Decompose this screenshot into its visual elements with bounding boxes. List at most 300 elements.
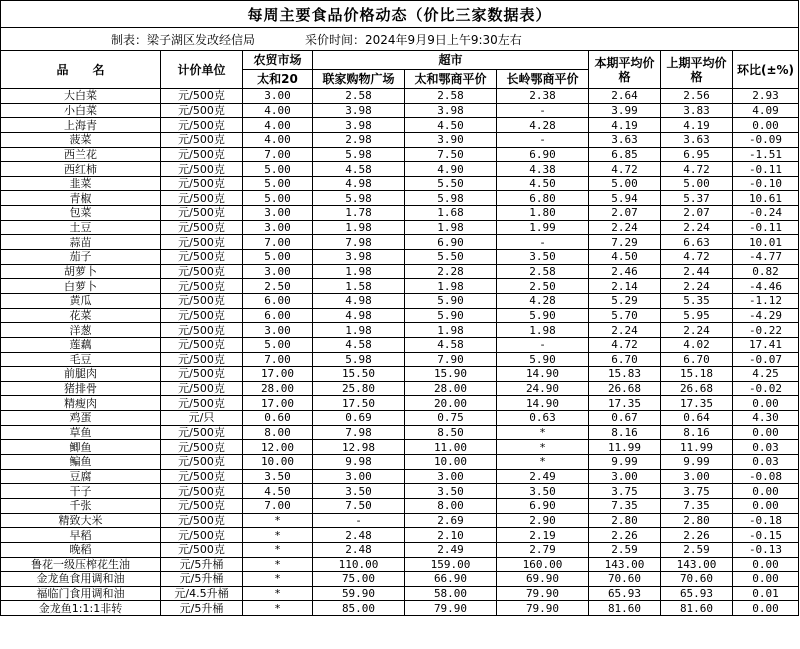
cell-name: 菠菜 <box>1 132 161 147</box>
cell-cur: 8.16 <box>589 425 661 440</box>
cell-farm: 5.00 <box>243 250 313 265</box>
cell-s1: 110.00 <box>313 557 405 572</box>
cell-s1: 2.98 <box>313 132 405 147</box>
table-row <box>1 118 799 133</box>
cell-cur: 2.26 <box>589 528 661 543</box>
cell-s2: 5.50 <box>405 176 497 191</box>
table-row <box>1 469 799 484</box>
cell-cur: 2.80 <box>589 513 661 528</box>
cell-name: 花菜 <box>1 308 161 323</box>
cell-name: 鲁花一级压榨花生油 <box>1 557 161 572</box>
cell-s3: - <box>497 337 589 352</box>
cell-unit: 元/5升桶 <box>161 557 243 572</box>
cell-chg: -4.29 <box>733 308 799 323</box>
cell-s2: 5.50 <box>405 250 497 265</box>
cell-farm: 4.00 <box>243 103 313 118</box>
cell-unit: 元/500克 <box>161 103 243 118</box>
table-row <box>1 528 799 543</box>
table-row <box>1 586 799 601</box>
cell-cur: 2.14 <box>589 279 661 294</box>
cell-s3: - <box>497 103 589 118</box>
cell-unit: 元/500克 <box>161 250 243 265</box>
cell-cur: 3.99 <box>589 103 661 118</box>
cell-s1: 1.78 <box>313 206 405 221</box>
cell-unit: 元/500克 <box>161 308 243 323</box>
cell-s2: 7.50 <box>405 147 497 162</box>
cell-farm: 3.00 <box>243 264 313 279</box>
cell-name: 白萝卜 <box>1 279 161 294</box>
cell-s1: 4.98 <box>313 308 405 323</box>
cell-prev: 2.80 <box>661 513 733 528</box>
cell-s3: 3.50 <box>497 250 589 265</box>
table-row <box>1 308 799 323</box>
cell-chg: 2.93 <box>733 89 799 104</box>
cell-prev: 2.59 <box>661 542 733 557</box>
cell-s2: 7.90 <box>405 352 497 367</box>
cell-s3: 14.90 <box>497 396 589 411</box>
table-row <box>1 455 799 470</box>
cell-chg: 0.03 <box>733 455 799 470</box>
cell-s2: 1.98 <box>405 323 497 338</box>
cell-name: 包菜 <box>1 206 161 221</box>
cell-s2: 58.00 <box>405 586 497 601</box>
table-row <box>1 89 799 104</box>
cell-prev: 2.24 <box>661 279 733 294</box>
cell-prev: 6.70 <box>661 352 733 367</box>
cell-farm: 17.00 <box>243 367 313 382</box>
cell-unit: 元/500克 <box>161 513 243 528</box>
cell-s1: 2.48 <box>313 528 405 543</box>
cell-s1: 75.00 <box>313 572 405 587</box>
cell-s1: 4.58 <box>313 337 405 352</box>
header-farm-sub: 太和20 <box>243 70 313 89</box>
cell-unit: 元/500克 <box>161 220 243 235</box>
cell-farm: 4.00 <box>243 118 313 133</box>
cell-s1: 4.98 <box>313 293 405 308</box>
cell-name: 黄瓜 <box>1 293 161 308</box>
cell-s2: 66.90 <box>405 572 497 587</box>
cell-prev: 2.56 <box>661 89 733 104</box>
table-row <box>1 425 799 440</box>
cell-prev: 3.00 <box>661 469 733 484</box>
cell-s3: 5.90 <box>497 308 589 323</box>
cell-chg: -1.51 <box>733 147 799 162</box>
cell-s1: 15.50 <box>313 367 405 382</box>
cell-name: 洋葱 <box>1 323 161 338</box>
cell-unit: 元/500克 <box>161 542 243 557</box>
table-row <box>1 147 799 162</box>
table-row <box>1 557 799 572</box>
cell-s3: * <box>497 425 589 440</box>
cell-s2: 5.90 <box>405 308 497 323</box>
cell-s2: 3.50 <box>405 484 497 499</box>
table-row <box>1 279 799 294</box>
cell-prev: 8.16 <box>661 425 733 440</box>
table-row <box>1 396 799 411</box>
cell-s2: 1.98 <box>405 220 497 235</box>
cell-prev: 4.02 <box>661 337 733 352</box>
cell-s2: 8.50 <box>405 425 497 440</box>
cell-s2: 3.98 <box>405 103 497 118</box>
cell-cur: 2.46 <box>589 264 661 279</box>
cell-s1: 7.50 <box>313 498 405 513</box>
cell-unit: 元/5升桶 <box>161 601 243 616</box>
cell-s1: 5.98 <box>313 191 405 206</box>
cell-s3: 160.00 <box>497 557 589 572</box>
cell-prev: 6.63 <box>661 235 733 250</box>
cell-s3: 5.90 <box>497 352 589 367</box>
cell-s1: 3.98 <box>313 250 405 265</box>
cell-chg: 0.00 <box>733 118 799 133</box>
cell-unit: 元/500克 <box>161 484 243 499</box>
cell-s2: 4.50 <box>405 118 497 133</box>
cell-chg: 10.01 <box>733 235 799 250</box>
cell-cur: 3.75 <box>589 484 661 499</box>
cell-s2: 11.00 <box>405 440 497 455</box>
cell-s2: 4.58 <box>405 337 497 352</box>
cell-name: 金龙鱼食用调和油 <box>1 572 161 587</box>
cell-prev: 17.35 <box>661 396 733 411</box>
cell-prev: 4.19 <box>661 118 733 133</box>
header-name: 品 名 <box>1 51 161 89</box>
cell-prev: 5.95 <box>661 308 733 323</box>
cell-unit: 元/500克 <box>161 132 243 147</box>
cell-s2: 8.00 <box>405 498 497 513</box>
cell-unit: 元/500克 <box>161 367 243 382</box>
cell-s3: 79.90 <box>497 601 589 616</box>
cell-chg: -0.18 <box>733 513 799 528</box>
cell-unit: 元/500克 <box>161 469 243 484</box>
cell-cur: 2.24 <box>589 323 661 338</box>
cell-unit: 元/500克 <box>161 381 243 396</box>
cell-s2: 1.98 <box>405 279 497 294</box>
cell-farm: * <box>243 557 313 572</box>
cell-cur: 3.63 <box>589 132 661 147</box>
header-store-3: 长岭鄂商平价 <box>497 70 589 89</box>
table-row <box>1 367 799 382</box>
table-row <box>1 601 799 616</box>
cell-unit: 元/500克 <box>161 323 243 338</box>
table-row <box>1 352 799 367</box>
cell-prev: 15.18 <box>661 367 733 382</box>
cell-farm: * <box>243 528 313 543</box>
cell-cur: 0.67 <box>589 411 661 426</box>
cell-farm: 8.00 <box>243 425 313 440</box>
cell-s1: 2.58 <box>313 89 405 104</box>
cell-s1: 3.98 <box>313 103 405 118</box>
cell-s3: 6.90 <box>497 498 589 513</box>
table-row <box>1 484 799 499</box>
header-store-1: 联家购物广场 <box>313 70 405 89</box>
cell-s1: 5.98 <box>313 147 405 162</box>
cell-chg: 0.00 <box>733 498 799 513</box>
cell-unit: 元/500克 <box>161 455 243 470</box>
cell-cur: 2.64 <box>589 89 661 104</box>
cell-s3: * <box>497 455 589 470</box>
cell-cur: 5.29 <box>589 293 661 308</box>
cell-cur: 4.72 <box>589 162 661 177</box>
cell-s1: 0.69 <box>313 411 405 426</box>
cell-s2: 4.90 <box>405 162 497 177</box>
cell-s1: 3.98 <box>313 118 405 133</box>
cell-farm: 6.00 <box>243 293 313 308</box>
cell-chg: 0.00 <box>733 425 799 440</box>
cell-s2: 2.69 <box>405 513 497 528</box>
cell-s1: 4.58 <box>313 162 405 177</box>
table-row <box>1 337 799 352</box>
cell-prev: 26.68 <box>661 381 733 396</box>
cell-prev: 3.75 <box>661 484 733 499</box>
table-row <box>1 381 799 396</box>
cell-s3: 4.50 <box>497 176 589 191</box>
cell-chg: -4.46 <box>733 279 799 294</box>
cell-farm: 3.50 <box>243 469 313 484</box>
cell-chg: -0.07 <box>733 352 799 367</box>
cell-s1: 5.98 <box>313 352 405 367</box>
cell-s2: 15.90 <box>405 367 497 382</box>
cell-cur: 81.60 <box>589 601 661 616</box>
table-row <box>1 103 799 118</box>
cell-s3: 2.49 <box>497 469 589 484</box>
cell-unit: 元/500克 <box>161 498 243 513</box>
cell-name: 鲫鱼 <box>1 440 161 455</box>
cell-s3: 4.38 <box>497 162 589 177</box>
cell-unit: 元/500克 <box>161 425 243 440</box>
cell-chg: -4.77 <box>733 250 799 265</box>
cell-name: 鸡蛋 <box>1 411 161 426</box>
cell-s1: 7.98 <box>313 425 405 440</box>
cell-s3: 2.19 <box>497 528 589 543</box>
cell-s3: 4.28 <box>497 293 589 308</box>
cell-farm: * <box>243 513 313 528</box>
cell-name: 上海青 <box>1 118 161 133</box>
cell-farm: 12.00 <box>243 440 313 455</box>
cell-s2: 20.00 <box>405 396 497 411</box>
cell-chg: -0.11 <box>733 162 799 177</box>
cell-chg: 4.30 <box>733 411 799 426</box>
cell-s3: 1.99 <box>497 220 589 235</box>
header-store-2: 太和鄂商平价 <box>405 70 497 89</box>
table-row <box>1 250 799 265</box>
cell-prev: 6.95 <box>661 147 733 162</box>
cell-farm: 4.00 <box>243 132 313 147</box>
cell-farm: 3.00 <box>243 89 313 104</box>
cell-farm: 6.00 <box>243 308 313 323</box>
cell-s1: 1.98 <box>313 264 405 279</box>
cell-cur: 6.85 <box>589 147 661 162</box>
cell-s2: 5.98 <box>405 191 497 206</box>
cell-farm: 28.00 <box>243 381 313 396</box>
cell-s1: - <box>313 513 405 528</box>
cell-s1: 3.50 <box>313 484 405 499</box>
cell-cur: 2.59 <box>589 542 661 557</box>
cell-s1: 4.98 <box>313 176 405 191</box>
cell-name: 豆腐 <box>1 469 161 484</box>
cell-chg: -0.10 <box>733 176 799 191</box>
cell-name: 土豆 <box>1 220 161 235</box>
cell-chg: -0.13 <box>733 542 799 557</box>
table-row <box>1 206 799 221</box>
cell-prev: 2.26 <box>661 528 733 543</box>
cell-unit: 元/500克 <box>161 118 243 133</box>
table-row <box>1 323 799 338</box>
cell-s2: 159.00 <box>405 557 497 572</box>
cell-farm: 7.00 <box>243 498 313 513</box>
header-farm-market: 农贸市场 <box>243 51 313 70</box>
cell-s3: 6.90 <box>497 147 589 162</box>
cell-s1: 12.98 <box>313 440 405 455</box>
cell-prev: 0.64 <box>661 411 733 426</box>
cell-farm: * <box>243 601 313 616</box>
cell-chg: -1.12 <box>733 293 799 308</box>
cell-unit: 元/500克 <box>161 89 243 104</box>
cell-chg: -0.15 <box>733 528 799 543</box>
table-title: 每周主要食品价格动态（价比三家数据表） <box>1 1 799 28</box>
cell-s3: 14.90 <box>497 367 589 382</box>
cell-s3: 2.58 <box>497 264 589 279</box>
cell-name: 小白菜 <box>1 103 161 118</box>
cell-farm: 3.00 <box>243 220 313 235</box>
cell-s1: 9.98 <box>313 455 405 470</box>
cell-cur: 3.00 <box>589 469 661 484</box>
cell-prev: 65.93 <box>661 586 733 601</box>
cell-s2: 2.10 <box>405 528 497 543</box>
cell-unit: 元/500克 <box>161 293 243 308</box>
cell-farm: 7.00 <box>243 352 313 367</box>
cell-s2: 28.00 <box>405 381 497 396</box>
cell-farm: 5.00 <box>243 191 313 206</box>
cell-cur: 7.29 <box>589 235 661 250</box>
cell-name: 干子 <box>1 484 161 499</box>
cell-s3: 2.79 <box>497 542 589 557</box>
cell-chg: 0.03 <box>733 440 799 455</box>
cell-unit: 元/500克 <box>161 206 243 221</box>
cell-s1: 59.90 <box>313 586 405 601</box>
cell-chg: -0.22 <box>733 323 799 338</box>
cell-s3: 69.90 <box>497 572 589 587</box>
cell-cur: 9.99 <box>589 455 661 470</box>
cell-s3: 1.80 <box>497 206 589 221</box>
cell-s2: 79.90 <box>405 601 497 616</box>
cell-name: 毛豆 <box>1 352 161 367</box>
cell-prev: 3.83 <box>661 103 733 118</box>
cell-chg: 0.00 <box>733 557 799 572</box>
table-row <box>1 542 799 557</box>
cell-prev: 4.72 <box>661 250 733 265</box>
cell-name: 鳊鱼 <box>1 455 161 470</box>
cell-unit: 元/500克 <box>161 147 243 162</box>
cell-s2: 6.90 <box>405 235 497 250</box>
cell-chg: 10.61 <box>733 191 799 206</box>
cell-unit: 元/500克 <box>161 176 243 191</box>
cell-chg: -0.24 <box>733 206 799 221</box>
cell-s2: 5.90 <box>405 293 497 308</box>
cell-cur: 15.83 <box>589 367 661 382</box>
cell-cur: 11.99 <box>589 440 661 455</box>
cell-s3: 0.63 <box>497 411 589 426</box>
cell-name: 精瘦肉 <box>1 396 161 411</box>
table-row <box>1 162 799 177</box>
cell-s2: 10.00 <box>405 455 497 470</box>
meta-info <box>1 28 799 51</box>
cell-chg: 17.41 <box>733 337 799 352</box>
cell-s3: * <box>497 440 589 455</box>
cell-farm: 3.00 <box>243 206 313 221</box>
header-supermarket: 超市 <box>313 51 589 70</box>
cell-cur: 5.70 <box>589 308 661 323</box>
cell-chg: 0.00 <box>733 572 799 587</box>
cell-unit: 元/500克 <box>161 528 243 543</box>
cell-farm: 4.50 <box>243 484 313 499</box>
cell-farm: * <box>243 572 313 587</box>
cell-s1: 3.00 <box>313 469 405 484</box>
cell-farm: 7.00 <box>243 147 313 162</box>
cell-unit: 元/5升桶 <box>161 572 243 587</box>
cell-s1: 85.00 <box>313 601 405 616</box>
cell-s3: 1.98 <box>497 323 589 338</box>
table-row <box>1 132 799 147</box>
cell-name: 韭菜 <box>1 176 161 191</box>
cell-s3: - <box>497 235 589 250</box>
cell-farm: 5.00 <box>243 176 313 191</box>
cell-unit: 元/500克 <box>161 396 243 411</box>
org-label: 制表：梁子湖区发改经信局 <box>111 32 256 47</box>
cell-cur: 4.19 <box>589 118 661 133</box>
cell-unit: 元/500克 <box>161 264 243 279</box>
cell-farm: 7.00 <box>243 235 313 250</box>
cell-farm: 5.00 <box>243 337 313 352</box>
cell-chg: -0.11 <box>733 220 799 235</box>
cell-farm: 5.00 <box>243 162 313 177</box>
header-prev-avg: 上期平均价格 <box>661 51 733 89</box>
cell-prev: 5.35 <box>661 293 733 308</box>
cell-s3: 79.90 <box>497 586 589 601</box>
cell-chg: 0.01 <box>733 586 799 601</box>
cell-farm: * <box>243 586 313 601</box>
cell-chg: -0.02 <box>733 381 799 396</box>
cell-prev: 4.72 <box>661 162 733 177</box>
table-row <box>1 220 799 235</box>
cell-name: 晚稻 <box>1 542 161 557</box>
cell-cur: 143.00 <box>589 557 661 572</box>
cell-s3: 4.28 <box>497 118 589 133</box>
cell-name: 西红柿 <box>1 162 161 177</box>
table-row <box>1 293 799 308</box>
table-row <box>1 440 799 455</box>
cell-s3: 2.38 <box>497 89 589 104</box>
cell-name: 金龙鱼1:1:1非转 <box>1 601 161 616</box>
cell-chg: 4.09 <box>733 103 799 118</box>
cell-cur: 2.07 <box>589 206 661 221</box>
cell-s2: 2.58 <box>405 89 497 104</box>
cell-chg: 0.00 <box>733 484 799 499</box>
cell-prev: 2.44 <box>661 264 733 279</box>
cell-unit: 元/500克 <box>161 235 243 250</box>
cell-s1: 25.80 <box>313 381 405 396</box>
cell-name: 蒜苗 <box>1 235 161 250</box>
cell-prev: 9.99 <box>661 455 733 470</box>
cell-farm: 10.00 <box>243 455 313 470</box>
cell-s3: 6.80 <box>497 191 589 206</box>
cell-cur: 70.60 <box>589 572 661 587</box>
cell-name: 茄子 <box>1 250 161 265</box>
cell-chg: 0.82 <box>733 264 799 279</box>
cell-s1: 17.50 <box>313 396 405 411</box>
cell-s2: 3.90 <box>405 132 497 147</box>
cell-prev: 3.63 <box>661 132 733 147</box>
cell-s2: 3.00 <box>405 469 497 484</box>
table-row <box>1 264 799 279</box>
